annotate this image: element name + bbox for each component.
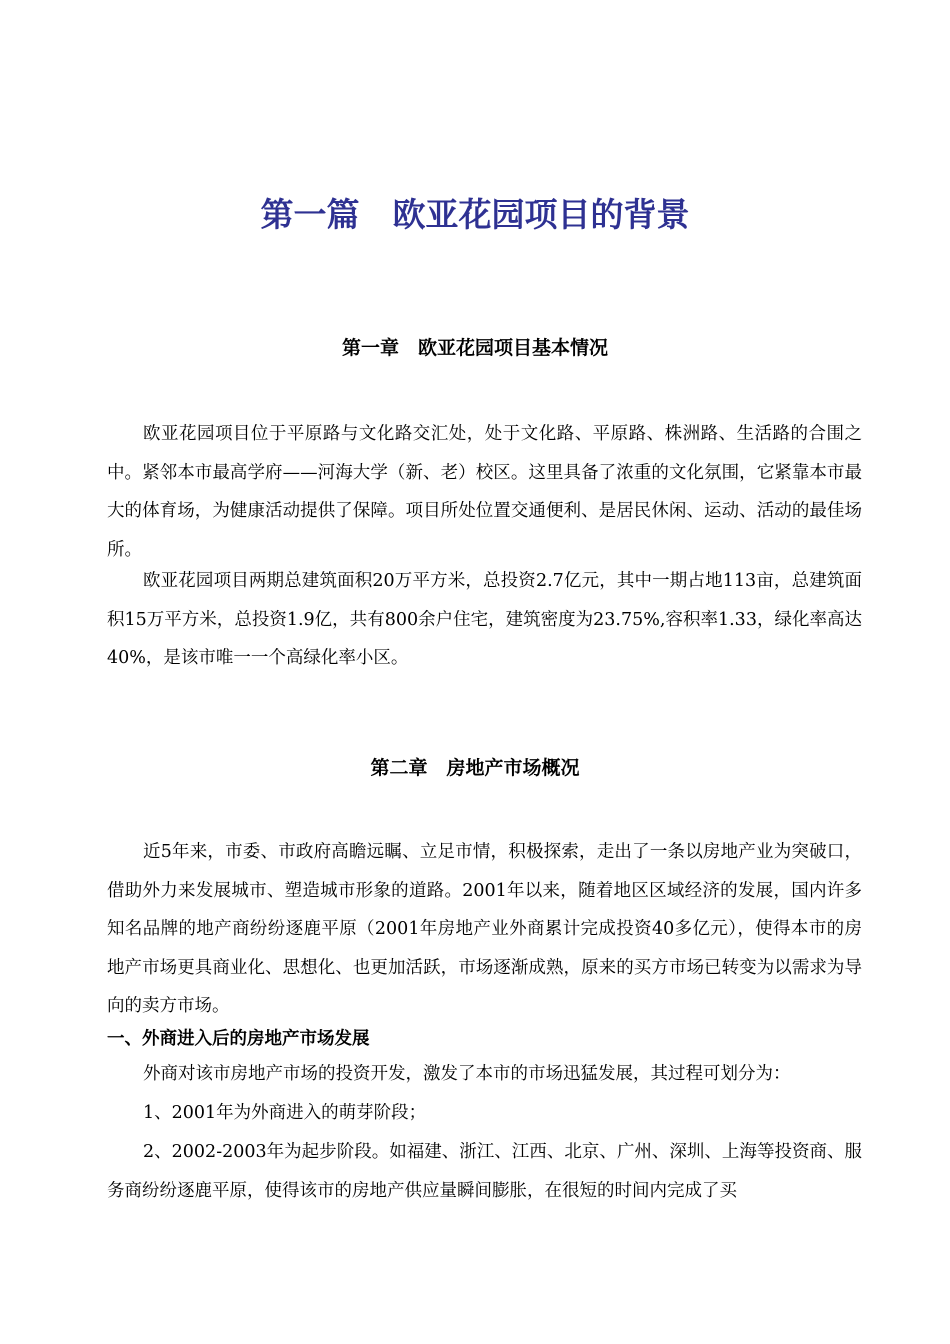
chapter-1-title: 第一章 欧亚花园项目基本情况 [341,337,608,359]
section-intro-paragraph: 外商对该市房地产市场的投资开发，激发了本市的市场迅猛发展，其过程可划分为： [143,1064,791,1084]
section-heading: 一、外商进入后的房地产市场发展 [107,1029,370,1049]
chapter-2-title: 第二章 房地产市场概况 [370,757,580,779]
chapter-1-paragraph-location: 欧亚花园项目位于平原路与文化路交汇处，处于文化路、平原路、株洲路、生活路的合围之中。紧邻本市最高学府——河海大学（新、老）校区。这里具备了浓重的文化氛围，它紧靠本市最大的体育场，为健康活动提供了保障。项目所处位置交通便利、是居民休闲、运动、活动的最佳场所。 [107,424,862,560]
part-title: 第一篇 欧亚花园项目的背景 [260,195,690,234]
chapter-2-paragraph-intro: 近5年来，市委、市政府高瞻远瞩、立足市情，积极探索，走出了一条以房地产业为突破口，借助外力来发展城市、塑造城市形象的道路。2001年以来，随着地区区域经济的发展，国内许多知名品牌的地产商纷纷逐鹿平原（2001年房地产业外商累计完成投资40多亿元），使得本市的房地产市场更具商业化、思想化、也更加活跃，市场逐渐成熟，原来的买方市场已转变为以需求为导向的卖方市场。 [107,842,862,1017]
stage-2-paragraph: 2、2002-2003年为起步阶段。如福建、浙江、江西、北京、广州、深圳、上海等投资商、服务商纷纷逐鹿平原，使得该市的房地产供应量瞬间膨胀，在很短的时间内完成了买 [107,1142,862,1201]
stage-1-paragraph: 1、2001年为外商进入的萌芽阶段； [143,1103,427,1123]
chapter-1-paragraph-scale: 欧亚花园项目两期总建筑面积20万平方米，总投资2.7亿元，其中一期占地113亩，总建筑面积15万平方米，总投资1.9亿，共有800余户住宅，建筑密度为23.75%,容积率1.33，绿化率高达40%，是该市唯一一个高绿化率小区。 [107,571,862,669]
